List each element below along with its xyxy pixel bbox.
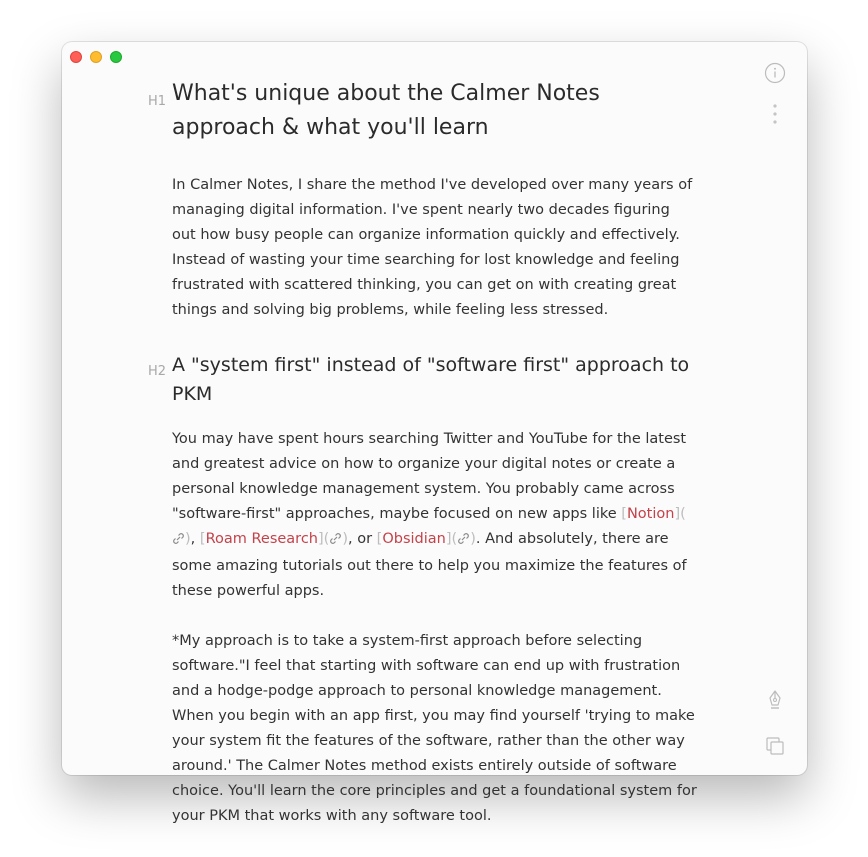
punctuation: , [190, 531, 196, 547]
link-bracket: ]( [318, 531, 330, 547]
link-chain-icon[interactable] [329, 529, 342, 554]
heading-1-text: What's unique about the Calmer Notes approach & what you'll learn [172, 81, 600, 140]
link-chain-icon[interactable] [457, 529, 470, 554]
more-vertical-icon[interactable] [763, 102, 787, 126]
heading-2-text: A "system first" instead of "software first" approach to PKM [172, 354, 690, 405]
punctuation: , or [348, 531, 373, 547]
link-bracket: [ [199, 531, 206, 547]
link-bracket: [ [376, 531, 383, 547]
app-window [62, 42, 807, 824]
heading-2 [148, 351, 697, 409]
paragraph-text: . And absolutely, there are some amazing tutorials out there to help you maximize the features of these powerful apps. [172, 531, 687, 599]
paragraph-text: You may have spent hours searching Twitter and YouTube for the latest and greatest advice on how to organize your digital notes or create a personal knowledge management system. You probably came across "software-first" approaches, maybe focused on new apps like [172, 431, 687, 522]
copy-icon[interactable] [763, 734, 787, 758]
document-editor[interactable] [148, 77, 697, 844]
roam-research-link[interactable]: Roam Research [205, 531, 318, 547]
link-bracket: ) [470, 531, 476, 547]
obsidian-link[interactable]: Obsidian [382, 531, 446, 547]
intro-paragraph: In Calmer Notes, I share the method I've developed over many years of managing digital information. I've spent nearly two decades figuring out how busy people can organize information quickly and effectively. Instead of wasting your time searching for lost knowledge and feeling frustrated with scattered thinking, you can get on with creating great things and solving big problems, while feeling less stressed. [172, 177, 693, 318]
pen-nib-icon[interactable] [763, 689, 787, 713]
close-window-button[interactable] [70, 51, 82, 63]
notion-link[interactable]: Notion [626, 506, 675, 522]
link-bracket: ]( [445, 531, 458, 547]
system-first-paragraph [172, 427, 697, 604]
minimize-window-button[interactable] [90, 51, 102, 63]
heading-1 [148, 77, 697, 145]
link-bracket: ) [185, 531, 191, 547]
info-icon[interactable] [763, 61, 787, 85]
link-bracket: ) [342, 531, 348, 547]
window-controls [70, 51, 122, 63]
zoom-window-button[interactable] [110, 51, 122, 63]
link-bracket: ]( [674, 506, 686, 522]
approach-paragraph: *My approach is to take a system-first approach before selecting software."I feel that starting with software can end up with frustration and a hodge-podge approach to personal knowledge management. When you begin with an app first, you may find yourself 'trying to make your system fit the features of the software, rather than the other way around.' The Calmer Notes method exists entirely outside of software choice. You'll learn the core principles and get a foundational system for your PKM that works with any software tool. [172, 633, 697, 824]
h1-marker: H1 [148, 94, 167, 109]
link-chain-icon[interactable] [172, 529, 185, 554]
h2-marker: H2 [148, 364, 167, 379]
link-bracket: [ [621, 506, 627, 522]
